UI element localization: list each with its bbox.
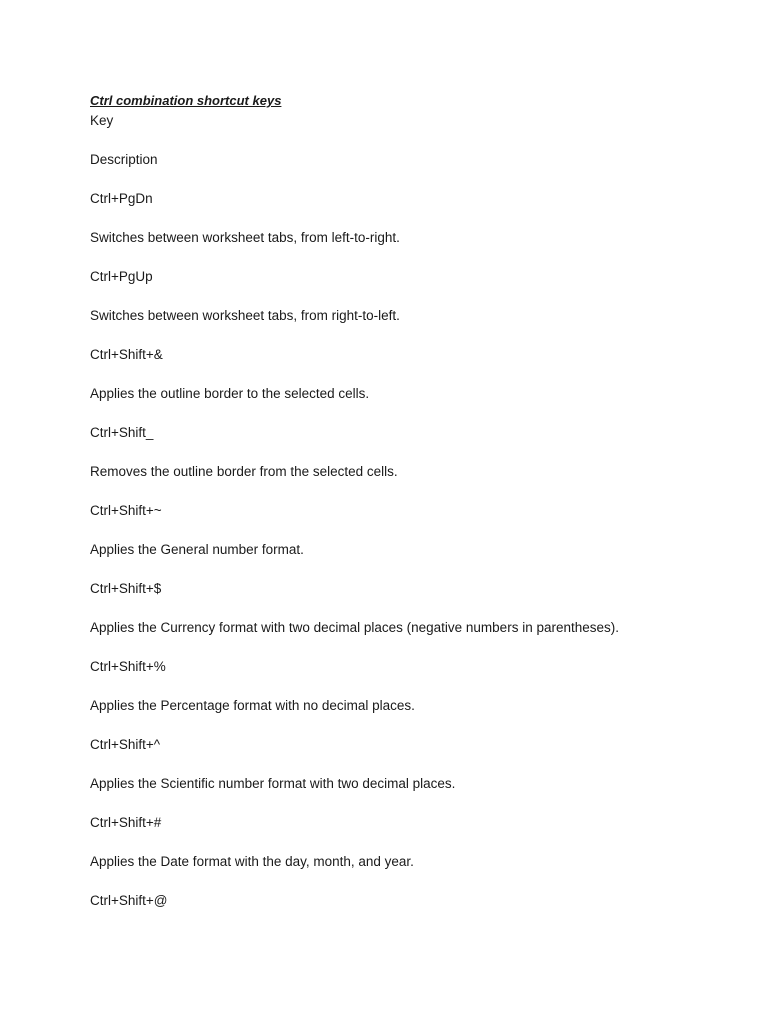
shortcut-description: Switches between worksheet tabs, from left-to-right. <box>90 230 400 245</box>
shortcut-description: Switches between worksheet tabs, from right-to-left. <box>90 308 400 323</box>
shortcut-key: Ctrl+Shift+^ <box>90 737 161 752</box>
document-title: Ctrl combination shortcut keys <box>90 93 282 108</box>
shortcut-description: Applies the Scientific number format with two decimal places. <box>90 776 456 791</box>
column-header-key: Key <box>90 113 114 128</box>
shortcut-key: Ctrl+Shift+# <box>90 815 162 830</box>
shortcut-key: Ctrl+Shift+$ <box>90 581 162 596</box>
shortcut-description: Applies the outline border to the selected cells. <box>90 386 370 401</box>
shortcut-description: Applies the General number format. <box>90 542 304 557</box>
document-content <box>90 92 730 910</box>
shortcut-key: Ctrl+Shift_ <box>90 425 154 440</box>
shortcut-description: Applies the Currency format with two decimal places (negative numbers in parentheses). <box>90 620 619 635</box>
shortcut-key: Ctrl+Shift+@ <box>90 893 168 908</box>
shortcut-key: Ctrl+Shift+% <box>90 659 166 674</box>
shortcut-description: Removes the outline border from the selected cells. <box>90 464 398 479</box>
shortcut-description: Applies the Date format with the day, month, and year. <box>90 854 414 869</box>
shortcut-key: Ctrl+Shift+& <box>90 347 163 362</box>
shortcut-description: Applies the Percentage format with no decimal places. <box>90 698 415 713</box>
shortcut-key: Ctrl+PgUp <box>90 269 153 284</box>
column-header-description: Description <box>90 152 158 167</box>
shortcut-key: Ctrl+Shift+~ <box>90 503 162 518</box>
shortcut-key: Ctrl+PgDn <box>90 191 153 206</box>
